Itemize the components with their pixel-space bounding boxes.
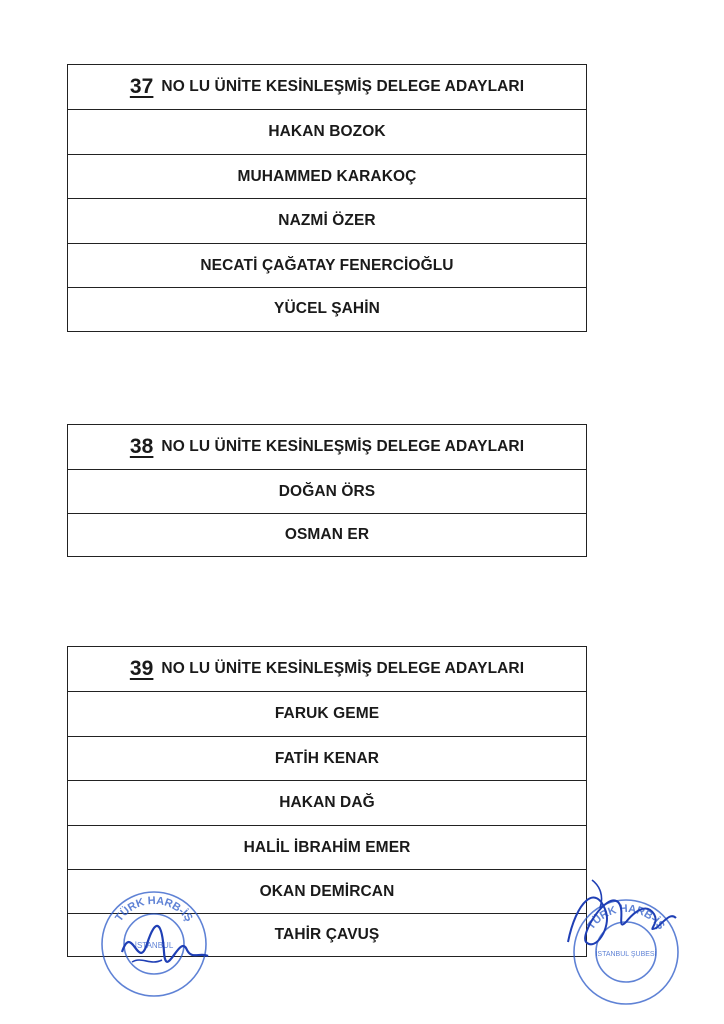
candidate-name: HALİL İBRAHİM EMER bbox=[243, 838, 411, 856]
candidate-name: OSMAN ER bbox=[284, 526, 370, 543]
svg-text:TÜRK HARB-İŞ: TÜRK HARB-İŞ bbox=[113, 894, 195, 925]
right-stamp-seal bbox=[556, 872, 686, 1012]
candidate-name: NECATİ ÇAĞATAY FENERCİOĞLU bbox=[200, 256, 454, 274]
candidate-name: HAKAN DAĞ bbox=[279, 794, 375, 811]
candidate-name: TAHİR ÇAVUŞ bbox=[274, 926, 380, 943]
unit-37-header bbox=[68, 65, 586, 109]
candidate-row bbox=[68, 154, 586, 198]
candidate-name: MUHAMMED KARAKOÇ bbox=[237, 167, 417, 185]
candidate-name: OKAN DEMİRCAN bbox=[259, 882, 395, 900]
candidate-name: YÜCEL ŞAHİN bbox=[274, 300, 380, 317]
candidate-row bbox=[68, 109, 586, 154]
unit-38-number: 38 bbox=[129, 435, 154, 458]
candidate-row bbox=[68, 469, 586, 513]
unit-38-table bbox=[67, 424, 587, 557]
candidate-name: DOĞAN ÖRS bbox=[278, 482, 376, 500]
candidate-row bbox=[68, 287, 586, 330]
svg-text:İSTANBUL: İSTANBUL bbox=[134, 941, 174, 950]
candidate-name: HAKAN BOZOK bbox=[268, 123, 386, 140]
unit-37-table bbox=[67, 64, 587, 332]
candidate-row bbox=[68, 513, 586, 556]
left-stamp-seal bbox=[92, 882, 216, 1002]
candidate-row bbox=[68, 736, 586, 780]
unit-38-header-text: NO LU ÜNİTE KESİNLEŞMİŞ DELEGE ADAYLARI bbox=[161, 438, 525, 455]
candidate-name: FATİH KENAR bbox=[274, 749, 380, 767]
candidate-row bbox=[68, 825, 586, 869]
candidate-row bbox=[68, 691, 586, 736]
candidate-row bbox=[68, 780, 586, 825]
unit-39-header bbox=[68, 647, 586, 691]
unit-39-number: 39 bbox=[129, 657, 154, 680]
svg-text:TÜRK HARB-İŞ: TÜRK HARB-İŞ bbox=[585, 902, 667, 933]
svg-text:İSTANBUL ŞUBESİ: İSTANBUL ŞUBESİ bbox=[595, 951, 657, 958]
unit-37-number: 37 bbox=[129, 75, 154, 98]
unit-37-header-text: NO LU ÜNİTE KESİNLEŞMİŞ DELEGE ADAYLARI bbox=[161, 78, 525, 95]
unit-38-header bbox=[68, 425, 586, 469]
candidate-name: NAZMİ ÖZER bbox=[278, 212, 376, 229]
candidate-name: FARUK GEME bbox=[274, 705, 380, 722]
candidate-row bbox=[68, 198, 586, 243]
unit-39-header-text: NO LU ÜNİTE KESİNLEŞMİŞ DELEGE ADAYLARI bbox=[161, 660, 525, 677]
candidate-row bbox=[68, 243, 586, 287]
